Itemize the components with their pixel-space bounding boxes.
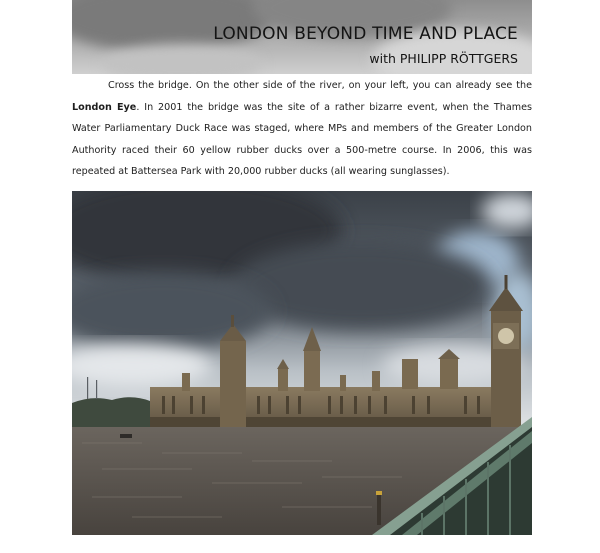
distant-crane: [96, 380, 97, 399]
westminster-photo: [72, 191, 532, 535]
page: [72, 0, 532, 553]
banner-cloud-light: [102, 44, 262, 74]
landmark-name-bold: London Eye: [72, 101, 137, 113]
paragraph-text-rest: . In 2001 the bridge was the site of a rather bizarre event, when the Thames Water Parliamentary Duck Race was staged, where MPs and members of the Greater London Authority raced their 60 yellow rubber ducks over a 500-metre course. In 2006, this was repeated at Battersea Park with 20,000 rubber ducks (all wearing sunglasses).: [72, 101, 532, 177]
paragraph-text-start: Cross the bridge. On the other side of the river, on your left, you can already see the: [108, 80, 532, 91]
distant-crane: [87, 377, 88, 399]
storm-cloud: [232, 241, 492, 331]
author-byline: with PHILIPP RÖTTGERS: [369, 51, 518, 66]
body-paragraph: [72, 75, 532, 183]
header-banner: [72, 0, 532, 74]
river-boat: [120, 434, 132, 438]
page-title: LONDON BEYOND TIME AND PLACE: [213, 24, 518, 44]
distant-trees: [72, 397, 150, 427]
westminster-photo-drawing: [72, 191, 532, 535]
river-post: [377, 491, 381, 525]
river-post-marker: [376, 491, 382, 495]
